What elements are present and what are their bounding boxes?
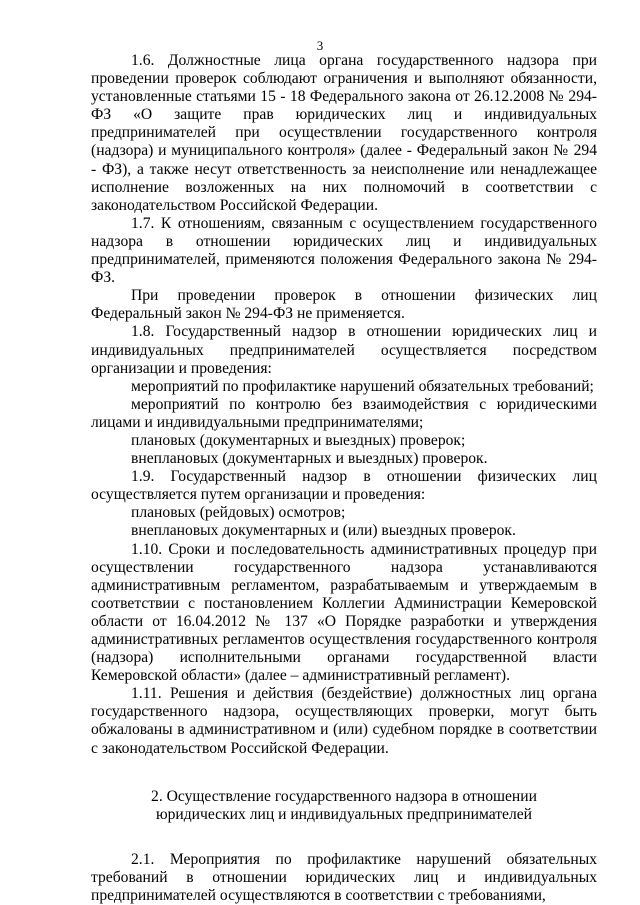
list-item: плановых (документарных и выездных) проверок; — [131, 431, 466, 449]
paragraph-1-8: 1.8. Государственный надзор в отношении юридических лиц и индивидуальных предпринимателей осуществляется посредством организации и проведения: — [91, 323, 597, 377]
paragraph-1-11: 1.11. Решения и действия (бездействие) должностных лиц органа государственного надзора, осуществляющих проверки, могут быть обжалованы в административном и (или) судебном порядке в соответствии с законодательством Российской Федерации. — [91, 685, 597, 757]
list-item: внеплановых (документарных и выездных) проверок. — [131, 450, 488, 468]
list-item: плановых (рейдовых) осмотров; — [131, 504, 346, 522]
paragraph-1-7-note: При проведении проверок в отношении физических лиц Федеральный закон № 294-ФЗ не применяется. — [91, 287, 597, 323]
page-number: 3 — [316, 38, 324, 53]
list-item: мероприятий по профилактике нарушений обязательных требований; — [131, 377, 594, 395]
section-heading-line: юридических лиц и индивидуальных предпринимателей — [155, 805, 533, 823]
paragraph-2-1: 2.1. Мероприятия по профилактике нарушений обязательных требований в отношении юридических лиц и индивидуальных предпринимателей осуществляются в соответствии с требованиями, — [91, 850, 597, 905]
section-2-heading — [91, 788, 597, 824]
document-body — [91, 52, 597, 905]
paragraph-1-7: 1.7. К отношениям, связанным с осуществлением государственного надзора в отношении юридических лиц и индивидуальных предпринимателей, применяются положения Федерального закона № 294-ФЗ. — [91, 214, 597, 287]
section-heading-line: 2. Осуществление государственного надзора в отношении — [151, 787, 537, 805]
paragraph-1-9: 1.9. Государственный надзор в отношении физических лиц осуществляется путем организации и проведения: — [91, 468, 597, 504]
paragraph-1-6: 1.6. Должностные лица органа государственного надзора при проведении проверок соблюдают ограничения и выполняют обязанности, установленные статьями 15 - 18 Федерального закона от 26.12.2008 № 294-ФЗ «О защите прав юридических лиц и индивидуальных предпринимателей при осуществлении государственного контроля (надзора) и муниципального контроля» (далее - Федеральный закон № 294 - ФЗ), а также несут ответственность за неисполнение или ненадлежащее исполнение возложенных на них полномочий в соответствии с законодательством Российской Федерации. — [91, 52, 597, 214]
list-item: мероприятий по контролю без взаимодействия с юридическими лицами и индивидуальными предпринимателями; — [91, 395, 597, 431]
list-item: внеплановых документарных и (или) выездных проверок. — [131, 522, 516, 540]
paragraph-1-10: 1.10. Сроки и последовательность административных процедур при осуществлении государственного надзора устанавливаются административным регламентом, разрабатываемым и утверждаемым в соответствии с постановлением Коллегии Администрации Кемеровской области от 16.04.2012 № 137 «О Порядке разработки и утверждения административных регламентов осуществления государственного контроля (надзора) исполнительными органами государственной власти Кемеровской области» (далее – административный регламент). — [91, 540, 597, 685]
